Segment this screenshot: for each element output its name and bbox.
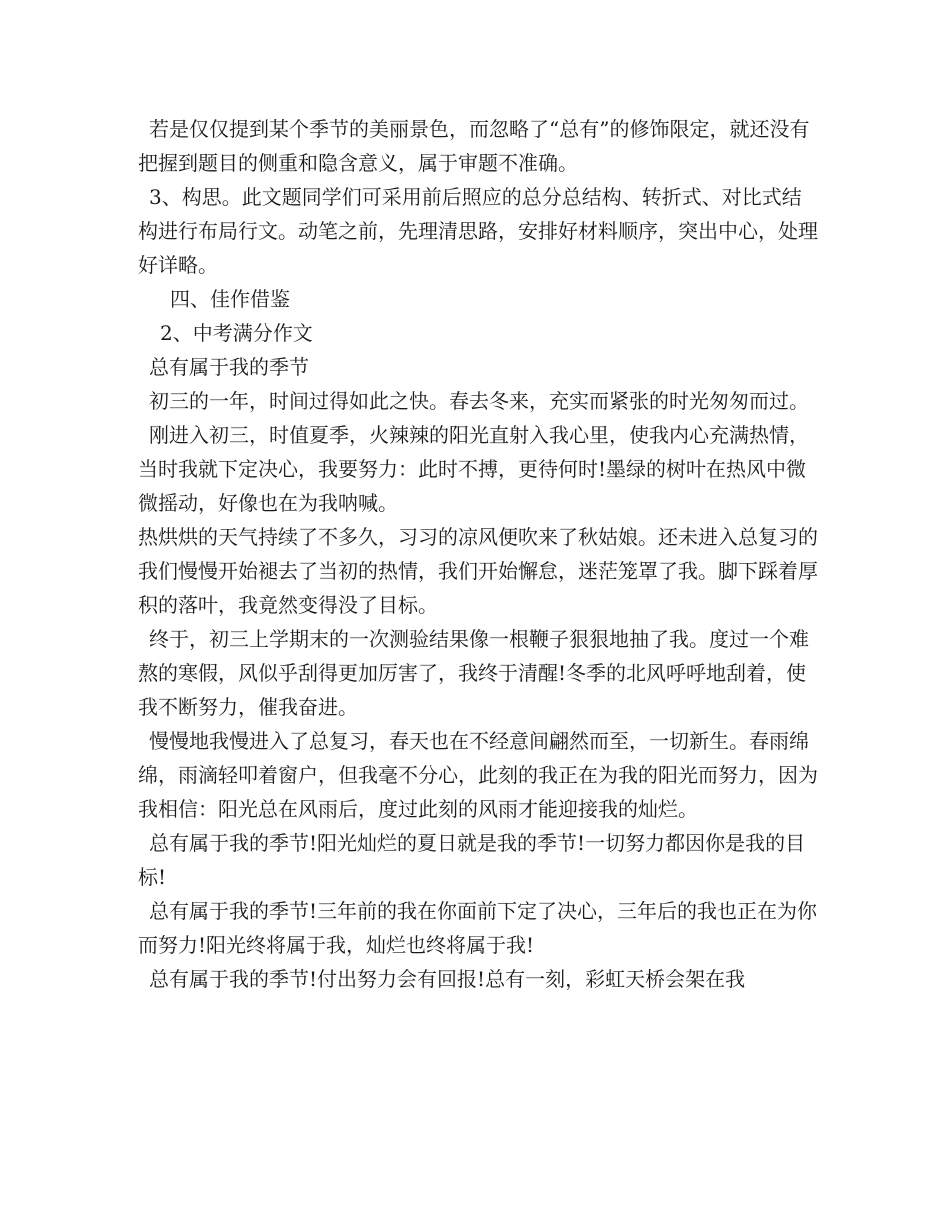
paragraph-conception: 3、构思。此文题同学们可采用前后照应的总分总结构、转折式、对比式结构进行布局行文。动笔之前，先理清思路，安排好材料顺序，突出中心，处理好详略。 <box>138 185 818 277</box>
paragraph-topic-analysis: 若是仅仅提到某个季节的美丽景色，而忽略了“总有”的修饰限定，就还没有把握到题目的侧重和隐含意义，属于审题不准确。 <box>138 117 810 175</box>
paragraph-refrain-1: 总有属于我的季节!阳光灿烂的夏日就是我的季节!一切努力都因你是我的目标! <box>138 831 806 889</box>
paragraph-refrain-2: 总有属于我的季节!三年前的我在你面前下定了决心，三年后的我也正在为你而努力!阳光终将属于我，灿烂也终将属于我! <box>138 899 818 957</box>
document-body <box>138 112 818 996</box>
paragraph-winter: 终于，初三上学期末的一次测验结果像一根鞭子狠狠地抽了我。度过一个难熬的寒假，风似乎刮得更加厉害了，我终于清醒!冬季的北风呼呼地刮着，使我不断努力，催我奋进。 <box>138 627 809 719</box>
paragraph-spring: 慢慢地我慢进入了总复习，春天也在不经意间翩然而至，一切新生。春雨绵绵，雨滴轻叩着窗户，但我毫不分心，此刻的我正在为我的阳光而努力，因为我相信：阳光总在风雨后，度过此刻的风雨才能迎接我的灿烂。 <box>138 729 818 821</box>
section-heading-excellent-works: 四、佳作借鉴 <box>170 287 290 311</box>
paragraph-essay-intro: 初三的一年，时间过得如此之快。春去冬来，充实而紧张的时光匆匆而过。 <box>149 389 809 413</box>
paragraph-summer: 刚进入初三，时值夏季，火辣辣的阳光直射入我心里，使我内心充满热情，当时我就下定决心，我要努力：此时不搏，更待何时!墨绿的树叶在热风中微微摇动，好像也在为我呐喊。 <box>138 423 809 515</box>
paragraph-autumn: 热烘烘的天气持续了不多久，习习的凉风便吹来了秋姑娘。还未进入总复习的我们慢慢开始褪去了当初的热情，我们开始懈怠，迷茫笼罩了我。脚下踩着厚积的落叶，我竟然变得没了目标。 <box>138 525 818 617</box>
paragraph-refrain-3: 总有属于我的季节!付出努力会有回报!总有一刻，彩虹天桥会架在我 <box>149 967 746 991</box>
essay-title: 总有属于我的季节 <box>149 355 309 379</box>
subsection-heading-full-score-essay: 2、中考满分作文 <box>160 321 313 345</box>
